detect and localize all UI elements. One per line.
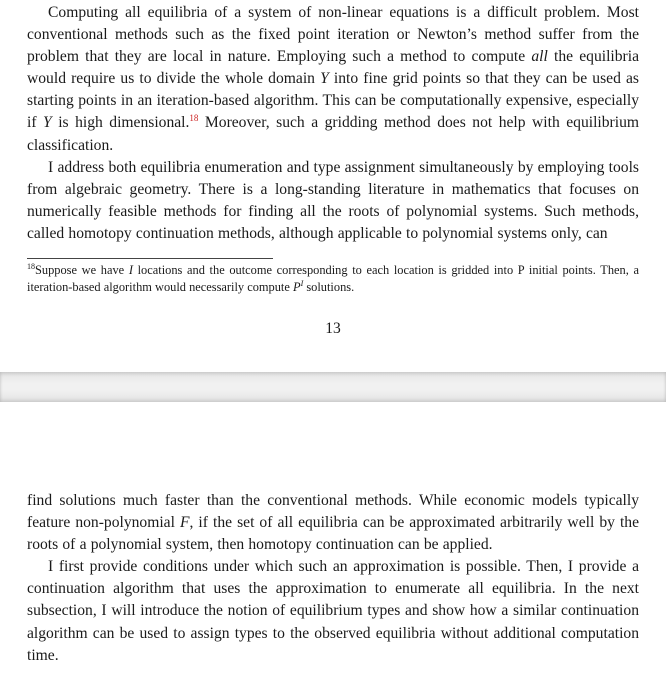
paragraph-equilibria-computation (27, 2, 639, 157)
page-13-body (27, 2, 639, 245)
paragraph-text: find solutions much faster than the conventional methods. While economic models typically feature non-polynomial (27, 492, 639, 532)
paragraph-text: Moreover, such a gridding method does not help with equilibrium classification. (27, 114, 639, 154)
footnote-text: locations and the outcome corresponding to each location is gridded into P initial points. Then, a iteration-based algorithm would necessarily compute (27, 263, 639, 294)
page-14-body (27, 490, 639, 667)
paragraph-text: Computing all equilibria of a system of non-linear equations is a difficult problem. Most conventional methods such as the fixed point iteration or Newton’s method suffer from the problem that they are local in nature. Employing such a method to compute (27, 4, 639, 66)
footnote-18 (27, 262, 639, 296)
math-var-y: Y (43, 114, 52, 132)
math-var-i: I (128, 263, 133, 277)
paragraph-text: , if the set of all equilibria can be approximated arbitrarily well by the roots of a polynomial system, then homotopy continuation can be applied. (27, 514, 639, 554)
paragraph-algebraic-geometry: I address both equilibria enumeration and type assignment simultaneously by employing tools from algebraic geometry. There is a long-standing literature in mathematics that focuses on numerically feasible methods for finding all the roots of polynomial systems. Such methods, called homotopy continuation methods, although applicable to polynomial systems only, can (27, 158, 639, 242)
page-separator (0, 372, 666, 402)
math-exponent-i: I (300, 279, 304, 288)
math-var-f: F (179, 514, 190, 532)
paragraph-text: is high dimensional. (51, 114, 190, 132)
math-var-y: Y (320, 70, 329, 88)
footnote-text: solutions. (303, 280, 355, 294)
footnote-text: Suppose we have (35, 263, 129, 277)
footnote-divider (27, 258, 273, 259)
footnote-number: 18 (27, 262, 35, 271)
paragraph-homotopy-continuation (27, 490, 639, 556)
page-number: 13 (325, 320, 341, 337)
emphasis-all: all (531, 48, 548, 66)
paragraph-text: into fine grid points so that they can be used as starting points in an iteration-based algorithm. This can be computationally expensive, especially if (27, 70, 639, 132)
footnote-reference-link[interactable]: 18 (189, 113, 199, 124)
paragraph-approximation-conditions: I first provide conditions under which such an approximation is possible. Then, I provide a continuation algorithm that uses the approximation to enumerate all equilibria. In the next subsection, I will introduce the notion of equilibrium types and show how a similar continuation algorithm can be used to assign types to the observed equilibria without additional computation time. (27, 558, 639, 664)
math-var-p: P (292, 280, 301, 294)
paragraph-text: the equilibria would require us to divide the whole domain (27, 48, 639, 88)
